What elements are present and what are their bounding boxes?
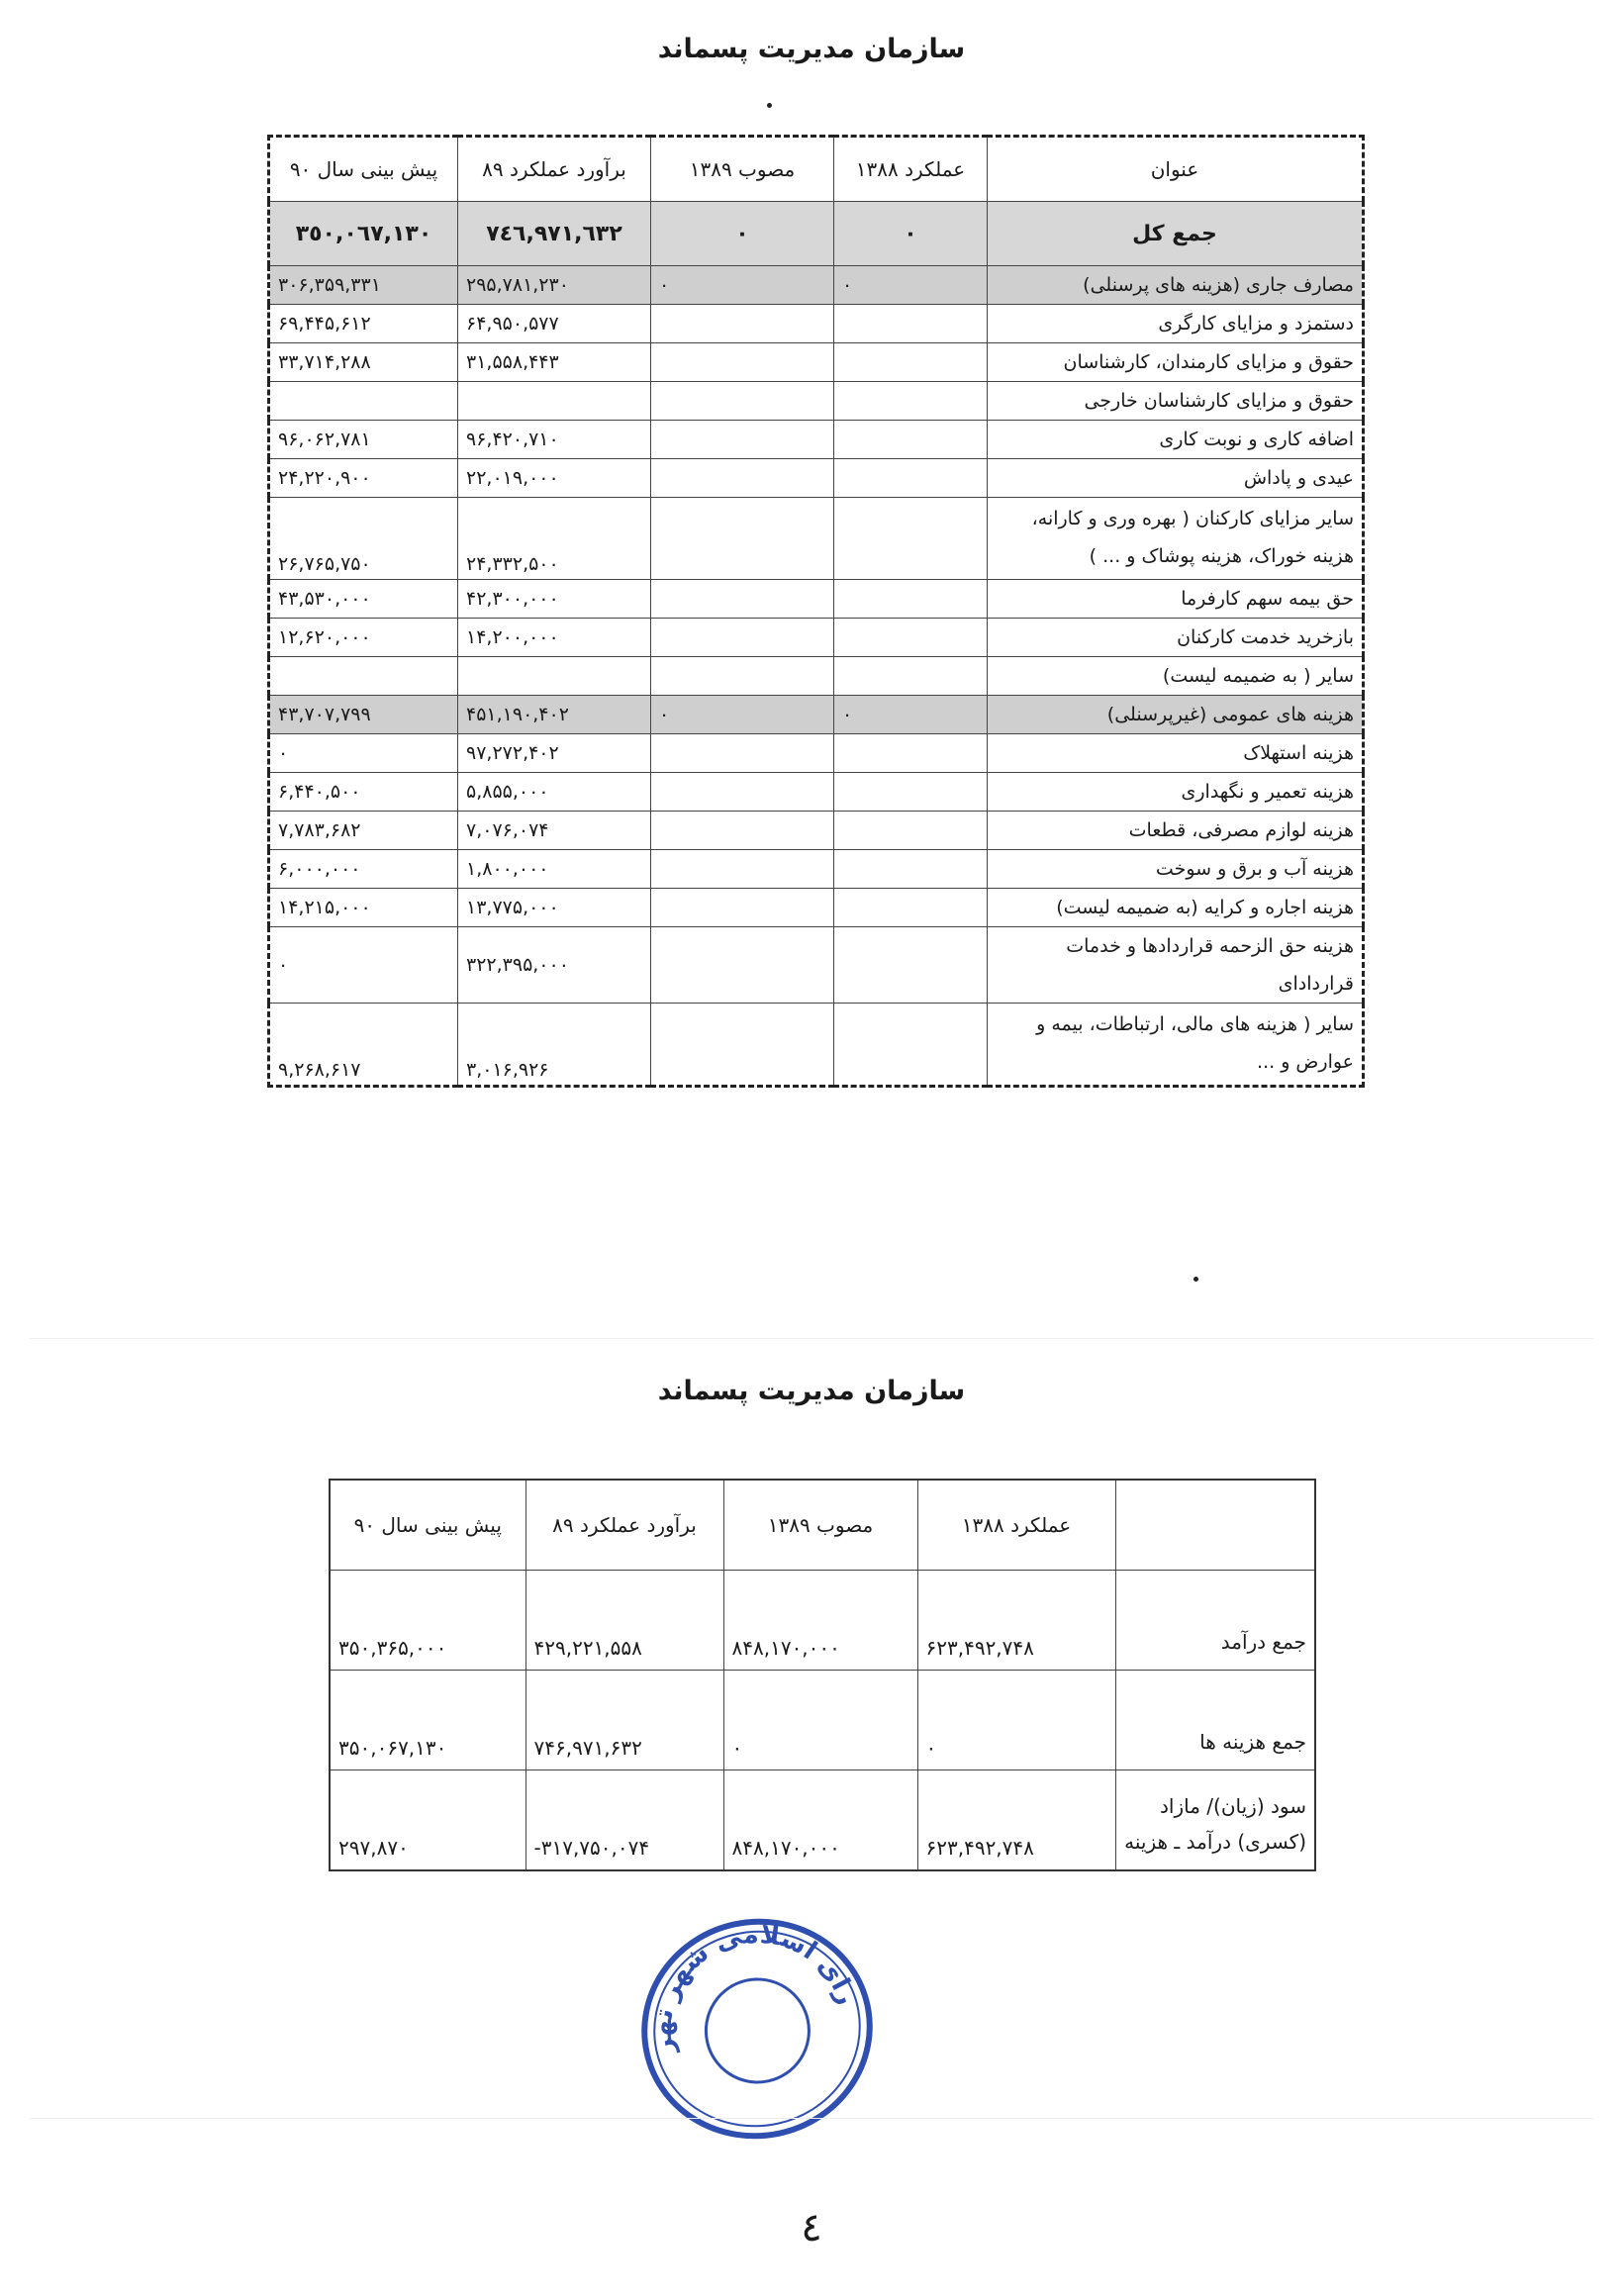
cell-pishbini90: ۳۵۰,۳۶۵,۰۰۰: [330, 1571, 525, 1671]
cell-baravard89: ۴۵۱,۱۹۰,۴۰۲: [458, 696, 651, 734]
cell-amal88: [834, 889, 988, 927]
cell-baravard89: ۲۴,۳۳۲,۵۰۰: [458, 498, 651, 580]
header-baravard89: برآورد عملکرد ۸۹: [458, 137, 651, 202]
cell-pishbini90: ۶,۴۴۰,۵۰۰: [269, 773, 458, 812]
cell-baravard89: ۱۳,۷۷۵,۰۰۰: [458, 889, 651, 927]
header-title: عنوان: [988, 137, 1364, 202]
cell-mosavab89: [651, 927, 834, 1004]
row-label: سایر ( به ضمیمه لیست): [988, 657, 1364, 696]
row-label: هزینه تعمیر و نگهداری: [988, 773, 1364, 812]
cell-pishbini90: ۳۵۰,۰۶۷,۱۳۰: [330, 1671, 525, 1770]
cell-mosavab89: [651, 657, 834, 696]
row-label: جمع هزینه ها: [1115, 1671, 1315, 1770]
cell-amal88: [834, 773, 988, 812]
cell-amal88: [834, 382, 988, 421]
header-mosavab89: مصوب ۱۳۸۹: [651, 137, 834, 202]
cell-pishbini90: ۹,۲۶۸,۶۱۷: [269, 1004, 458, 1087]
cell-amal88: ۰: [917, 1671, 1115, 1770]
cell-mosavab89: ۰: [651, 696, 834, 734]
row-label: بازخرید خدمت کارکنان: [988, 619, 1364, 657]
cell-mosavab89: [651, 382, 834, 421]
cell-amal88: [834, 1004, 988, 1087]
cell-mosavab89: [651, 498, 834, 580]
table-row: [269, 305, 1364, 343]
header-baravard89: برآورد عملکرد ۸۹: [525, 1480, 723, 1571]
cell-pishbini90: ۹۶,۰۶۲,۷۸۱: [269, 421, 458, 459]
table-row: [269, 266, 1364, 305]
cell-pishbini90: [269, 382, 458, 421]
row-label: حق بیمه سهم کارفرما: [988, 580, 1364, 619]
cell-pishbini90: ۲۴,۲۲۰,۹۰۰: [269, 459, 458, 498]
cell-baravard89: ۴۲۹,۲۲۱,۵۵۸: [525, 1571, 723, 1671]
cell-baravard89: ۳۲۲,۳۹۵,۰۰۰: [458, 927, 651, 1004]
row-label: مصارف جاری (هزینه های پرسنلی): [988, 266, 1364, 305]
page-number: ٤: [801, 2205, 822, 2250]
cell-baravard89: ۴۲,۳۰۰,۰۰۰: [458, 580, 651, 619]
cell-pishbini90: [269, 657, 458, 696]
cell-baravard89: [458, 657, 651, 696]
svg-text:شورای اسلامی شهر تهران: [633, 1910, 865, 2065]
cell-amal88: [834, 927, 988, 1004]
table-row: [269, 580, 1364, 619]
cell-baravard89: ۵,۸۵۵,۰۰۰: [458, 773, 651, 812]
table-row: [330, 1770, 1315, 1871]
cell-amal88: ۰: [834, 696, 988, 734]
cell-baravard89: ۷,۰۷۶,۰۷۴: [458, 812, 651, 850]
official-seal-stamp: [633, 1910, 881, 2148]
scan-divider: [30, 1338, 1593, 1339]
cell-mosavab89: [651, 734, 834, 773]
row-label: هزینه لوازم مصرفی، قطعات: [988, 812, 1364, 850]
cell-mosavab89: [651, 850, 834, 889]
header-amal88: عملکرد ۱۳۸۸: [834, 137, 988, 202]
cell-pishbini90: ۰: [269, 734, 458, 773]
cell-pishbini90: ۳۰۶,۳۵۹,۳۳۱: [269, 266, 458, 305]
cell-pishbini90: ۷,۷۸۳,۶۸۲: [269, 812, 458, 850]
row-label: سود (زیان)/ مازاد (کسری) درآمد ـ هزینه: [1115, 1770, 1315, 1871]
cell-baravard89: ۹۷,۲۷۲,۴۰۲: [458, 734, 651, 773]
cell-mosavab89: [651, 421, 834, 459]
cell-baravard89: ٧٤٦,٩٧١,٦٣٢: [458, 202, 651, 266]
table-row: [269, 889, 1364, 927]
row-label: سایر مزایای کارکنان ( بهره وری و کارانه، هزینه خوراک، هزینه پوشاک و ... ): [988, 498, 1364, 580]
cell-mosavab89: [651, 812, 834, 850]
seal-text: شورای اسلامی شهر تهران: [647, 1919, 862, 2057]
cell-mosavab89: [651, 305, 834, 343]
cell-pishbini90: ٣٥٠,٠٦٧,١٣٠: [269, 202, 458, 266]
table-row: [330, 1571, 1315, 1671]
budget-expense-table: [267, 135, 1365, 1088]
cell-baravard89: ۱,۸۰۰,۰۰۰: [458, 850, 651, 889]
cell-mosavab89: [651, 889, 834, 927]
table-header-row: [330, 1480, 1315, 1571]
table-row: [269, 459, 1364, 498]
cell-amal88: [834, 812, 988, 850]
table-row: [269, 343, 1364, 382]
header-title: [1115, 1480, 1315, 1571]
cell-amal88: [834, 459, 988, 498]
cell-pishbini90: ۴۳,۷۰۷,۷۹۹: [269, 696, 458, 734]
cell-mosavab89: ۸۴۸,۱۷۰,۰۰۰: [723, 1571, 917, 1671]
cell-amal88: ۶۲۳,۴۹۲,۷۴۸: [917, 1571, 1115, 1671]
cell-mosavab89: ۰: [651, 266, 834, 305]
cell-pishbini90: ۲۶,۷۶۵,۷۵۰: [269, 498, 458, 580]
cell-amal88: [834, 498, 988, 580]
cell-baravard89: ۳,۰۱۶,۹۲۶: [458, 1004, 651, 1087]
header-amal88: عملکرد ۱۳۸۸: [917, 1480, 1115, 1571]
table-row: [269, 696, 1364, 734]
cell-amal88: [834, 657, 988, 696]
table-row: [269, 619, 1364, 657]
row-label: هزینه استهلاک: [988, 734, 1364, 773]
cell-baravard89: ۲۲,۰۱۹,۰۰۰: [458, 459, 651, 498]
cell-mosavab89: [651, 773, 834, 812]
row-label: هزینه اجاره و کرایه (به ضمیمه لیست): [988, 889, 1364, 927]
cell-baravard89: [458, 382, 651, 421]
row-label: هزینه های عمومی (غیرپرسنلی): [988, 696, 1364, 734]
cell-amal88: ۶۲۳,۴۹۲,۷۴۸: [917, 1770, 1115, 1871]
row-label: حقوق و مزایای کارشناسان خارجی: [988, 382, 1364, 421]
row-label: سایر ( هزینه های مالی، ارتباطات، بیمه و عوارض و ...: [988, 1004, 1364, 1087]
row-label: جمع کل: [988, 202, 1364, 266]
row-label: هزینه آب و برق و سوخت: [988, 850, 1364, 889]
cell-amal88: [834, 421, 988, 459]
cell-pishbini90: ۳۳,۷۱۴,۲۸۸: [269, 343, 458, 382]
cell-mosavab89: [651, 1004, 834, 1087]
table-row: [269, 734, 1364, 773]
header-pishbini90: پیش بینی سال ۹۰: [269, 137, 458, 202]
cell-mosavab89: ۸۴۸,۱۷۰,۰۰۰: [723, 1770, 917, 1871]
row-label: حقوق و مزایای کارمندان، کارشناسان: [988, 343, 1364, 382]
table-row: [269, 850, 1364, 889]
table-header-row: [269, 137, 1364, 202]
table-row: [269, 657, 1364, 696]
seal-center-circle: [697, 1969, 818, 2091]
table-row: [269, 812, 1364, 850]
section1-title: سازمان مدیریت پسماند: [657, 34, 966, 64]
table-row: [269, 421, 1364, 459]
cell-amal88: ۰: [834, 266, 988, 305]
cell-baravard89: -۳۱۷,۷۵۰,۰۷۴: [525, 1770, 723, 1871]
scan-speck: [1193, 1277, 1198, 1282]
cell-amal88: [834, 305, 988, 343]
table-row: [269, 498, 1364, 580]
cell-mosavab89: ۰: [723, 1671, 917, 1770]
cell-baravard89: ۱۴,۲۰۰,۰۰۰: [458, 619, 651, 657]
cell-amal88: [834, 343, 988, 382]
row-label: هزینه حق الزحمه قراردادها و خدمات قراردادای: [988, 927, 1364, 1004]
cell-pishbini90: ۶,۰۰۰,۰۰۰: [269, 850, 458, 889]
table-row: [269, 382, 1364, 421]
scan-speck: [767, 103, 772, 108]
cell-pishbini90: ۴۳,۵۳۰,۰۰۰: [269, 580, 458, 619]
cell-mosavab89: [651, 459, 834, 498]
row-label: دستمزد و مزایای کارگری: [988, 305, 1364, 343]
table-row: [269, 1004, 1364, 1087]
table-row: [269, 773, 1364, 812]
table-row: [330, 1671, 1315, 1770]
cell-mosavab89: [651, 619, 834, 657]
cell-mosavab89: ۰: [651, 202, 834, 266]
cell-amal88: [834, 850, 988, 889]
cell-pishbini90: ۰: [269, 927, 458, 1004]
table-row: [269, 927, 1364, 1004]
cell-pishbini90: ۱۲,۶۲۰,۰۰۰: [269, 619, 458, 657]
row-label: اضافه کاری و نوبت کاری: [988, 421, 1364, 459]
cell-amal88: [834, 580, 988, 619]
cell-mosavab89: [651, 580, 834, 619]
cell-pishbini90: ۱۴,۲۱۵,۰۰۰: [269, 889, 458, 927]
cell-pishbini90: ۶۹,۴۴۵,۶۱۲: [269, 305, 458, 343]
cell-amal88: ۰: [834, 202, 988, 266]
cell-amal88: [834, 619, 988, 657]
cell-baravard89: ۷۴۶,۹۷۱,۶۳۲: [525, 1671, 723, 1770]
cell-mosavab89: [651, 343, 834, 382]
grand-total-row: [269, 202, 1364, 266]
row-label: جمع درآمد: [1115, 1571, 1315, 1671]
header-mosavab89: مصوب ۱۳۸۹: [723, 1480, 917, 1571]
cell-baravard89: ۹۶,۴۲۰,۷۱۰: [458, 421, 651, 459]
budget-summary-table: [329, 1479, 1316, 1871]
section2-title: سازمان مدیریت پسماند: [657, 1376, 966, 1406]
cell-baravard89: ۶۴,۹۵۰,۵۷۷: [458, 305, 651, 343]
cell-baravard89: ۳۱,۵۵۸,۴۴۳: [458, 343, 651, 382]
cell-pishbini90: ۲۹۷,۸۷۰: [330, 1770, 525, 1871]
header-pishbini90: پیش بینی سال ۹۰: [330, 1480, 525, 1571]
row-label: عیدی و پاداش: [988, 459, 1364, 498]
cell-amal88: [834, 734, 988, 773]
scan-divider: [30, 2118, 1593, 2119]
cell-baravard89: ۲۹۵,۷۸۱,۲۳۰: [458, 266, 651, 305]
